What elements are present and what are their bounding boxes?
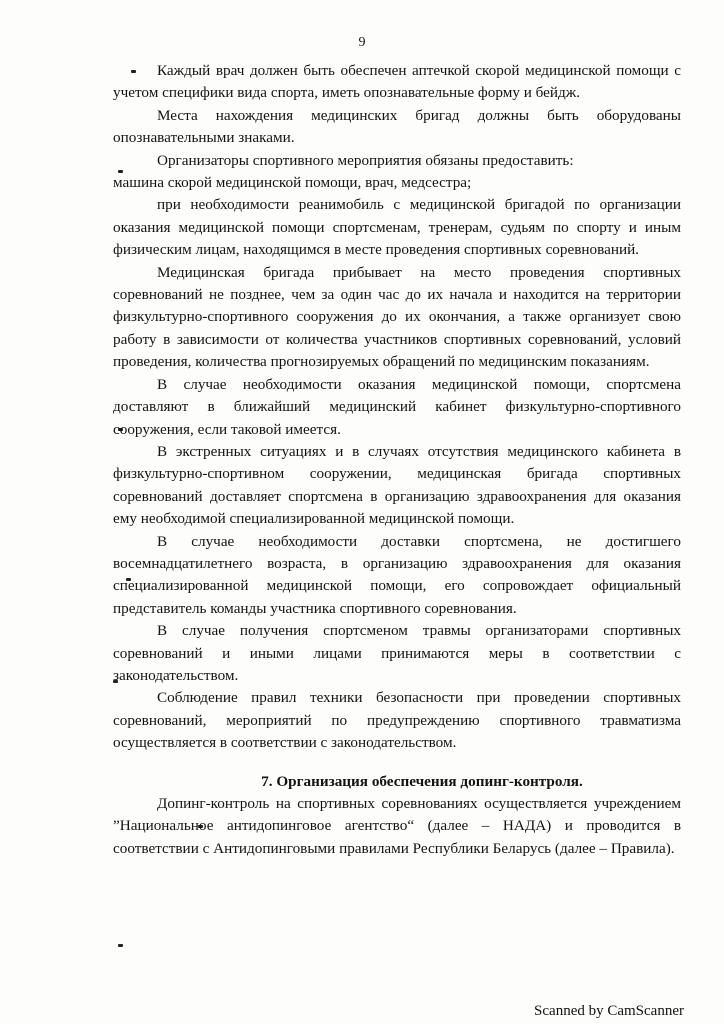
paragraph: Организаторы спортивного мероприятия обязаны предоставить: [157, 151, 574, 169]
margin-mark [118, 944, 123, 947]
paragraph: Места нахождения медицинских бригад должны быть оборудованы опознавательными знаками. [113, 106, 681, 147]
document-body [113, 60, 681, 860]
paragraph: Каждый врач должен быть обеспечен аптечкой скорой медицинской помощи с учетом специфики вида спорта, иметь опознавательные форму и бейдж. [113, 62, 681, 102]
paragraph: Соблюдение правил техники безопасности при проведении спортивных соревнований, мероприятий по предупреждению спортивного травматизма осуществляется в соответствии с законодательством. [113, 689, 681, 752]
section-heading: 7. Организация обеспечения допинг-контроля. [261, 772, 583, 790]
paragraph: при необходимости реанимобиль с медицинской бригадой по организации оказания медицинской помощи спортсменам, тренерам, судьям по спорту и иным физическим лицам, находящимся в месте проведения спортивных соревнований. [113, 196, 681, 259]
paragraph: машина скорой медицинской помощи, врач, медсестра; [113, 174, 472, 192]
page-number: 9 [358, 35, 366, 50]
scanner-watermark: Scanned by CamScanner [534, 1003, 684, 1019]
paragraph: Медицинская бригада прибывает на место проведения спортивных соревнований не позднее, чем за один час до их начала и находится на территории физкультурно-спортивного сооружения до их окончания, а также организует свою работу в зависимости от количества участников спортивных соревнований, условий проведения, количества прогнозируемых обращений по медицинским показаниям. [113, 263, 681, 371]
paragraph: В случае необходимости оказания медицинской помощи, спортсмена доставляют в ближайший медицинский кабинет физкультурно-спортивного сооружения, если таковой имеется. [113, 375, 681, 438]
paragraph: В экстренных ситуациях и в случаях отсутствия медицинского кабинета в физкультурно-спортивном сооружении, медицинская бригада спортивных соревнований доставляет спортсмена в организацию здравоохранения для оказания ему необходимой специализированной медицинской помощи. [113, 442, 681, 528]
paragraph: Допинг-контроль на спортивных соревнованиях осуществляется учреждением ”Национальное антидопинговое агентство“ (далее – НАДА) и проводится в соответствии с Антидопинговыми правилами Республики Беларусь (далее – Правила). [113, 795, 681, 857]
paragraph: В случае необходимости доставки спортсмена, не достигшего восемнадцатилетнего возраста, в организацию здравоохранения для оказания специализированной медицинской помощи, его сопровождает официальный представитель команды участника спортивного соревнования. [113, 532, 681, 617]
paragraph: В случае получения спортсменом травмы организаторами спортивных соревнований и иными лицами принимаются меры в соответствии с законодательством. [113, 622, 681, 684]
